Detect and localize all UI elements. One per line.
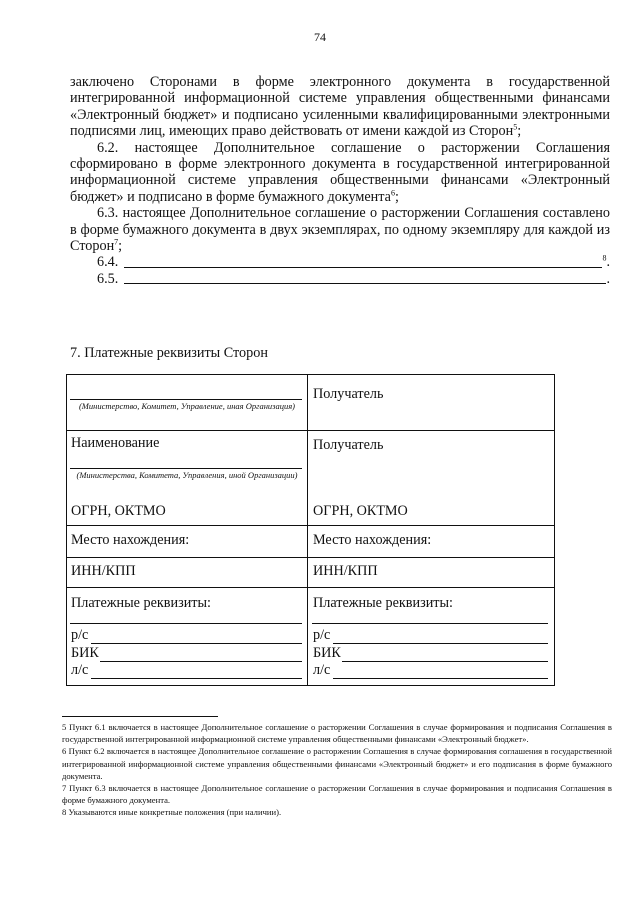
- footnote-ref-7: 7: [114, 237, 119, 247]
- footnote-7: 7 Пункт 6.3 включается в настоящее Дополнительное соглашение о расторжении Соглашения в случае формирования и подписания Соглашения в форме бумажного документа.: [62, 783, 612, 806]
- section-title: 7. Платежные реквизиты Сторон: [70, 345, 268, 361]
- left-inn-kpp: ИНН/КПП: [71, 563, 136, 579]
- left-requisites: Платежные реквизиты:: [71, 595, 211, 611]
- fill-in-line[interactable]: [124, 271, 606, 284]
- requisites-table: [66, 374, 555, 686]
- left-name-label: Наименование: [71, 435, 160, 451]
- footnote-separator: [62, 716, 218, 717]
- right-recipient-2: Получатель: [313, 437, 384, 453]
- left-caption-1: (Министерство, Комитет, Управление, иная Организация): [78, 401, 296, 411]
- paragraph-6-2: 6.2. настоящее Дополнительное соглашение о расторжении Соглашения сформировано в форме электронного документа в государственной интегрированной информационной системе управления общественными финансами «Электронный бюджет» и подписано в форме бумажного документа$^6$;: [70, 139, 610, 205]
- right-recipient: Получатель: [313, 386, 384, 402]
- right-ls: л/с: [313, 662, 331, 678]
- right-inn-kpp: ИНН/КПП: [313, 563, 378, 579]
- right-requisites: Платежные реквизиты:: [313, 595, 453, 611]
- left-bik: БИК: [71, 645, 99, 661]
- paragraph-6-1: заключено Сторонами в форме электронного документа в государственной интегрированной информационной системе управления общественными финансами «Электронный бюджет» и подписано усиленными квалифицированными электронными подписями лиц, имеющих право действовать от имени каждой из Сторон$^5$;: [70, 74, 610, 140]
- paragraph-6-3: 6.3. настоящее Дополнительное соглашение о расторжении Соглашения составлено в форме бумажного документа в двух экземплярах, по одному экземпляру для каждой из Сторон$^7$;: [70, 205, 610, 255]
- footnote-6: 6 Пункт 6.2 включается в настоящее Дополнительное соглашение о расторжении Соглашения в случае формирования соглашения в государственной интегрированной информационной системе управления общественными финансами «Электронный бюджет» и его подписания в форме бумажного документа.: [62, 746, 612, 781]
- footnote-8: 8 Указываются иные конкретные положения (при наличии).: [62, 807, 282, 818]
- page-number: 74: [314, 30, 326, 44]
- right-location: Место нахождения:: [313, 532, 432, 548]
- footnotes: [62, 721, 612, 819]
- paragraph-6-5: 6.5. .: [97, 270, 610, 287]
- left-location: Место нахождения:: [71, 532, 190, 548]
- paragraph-6-4: 6.4. $^8$.: [97, 253, 610, 271]
- footnote-ref-6: 6: [390, 188, 395, 198]
- left-ogrn: ОГРН, ОКТМО: [71, 503, 166, 519]
- footnote-5: 5 Пункт 6.1 включается в настоящее Дополнительное соглашение о расторжении Соглашения в случае формирования и подписания Соглашения в государственной интегрированной информационной системе управления общественными финансами «Электронный бюджет».: [62, 722, 612, 745]
- fill-in-line[interactable]: [124, 255, 602, 268]
- right-ogrn: ОГРН, ОКТМО: [313, 503, 408, 519]
- right-bik: БИК: [313, 645, 341, 661]
- footnote-ref-5: 5: [513, 122, 518, 132]
- footnote-ref-8: 8: [602, 253, 607, 263]
- right-rs: р/с: [313, 627, 331, 643]
- body-text: [70, 74, 610, 287]
- left-ls: л/с: [71, 662, 89, 678]
- left-rs: р/с: [71, 627, 89, 643]
- left-caption-2: (Министерства, Комитета, Управления, иной Организации): [76, 470, 298, 480]
